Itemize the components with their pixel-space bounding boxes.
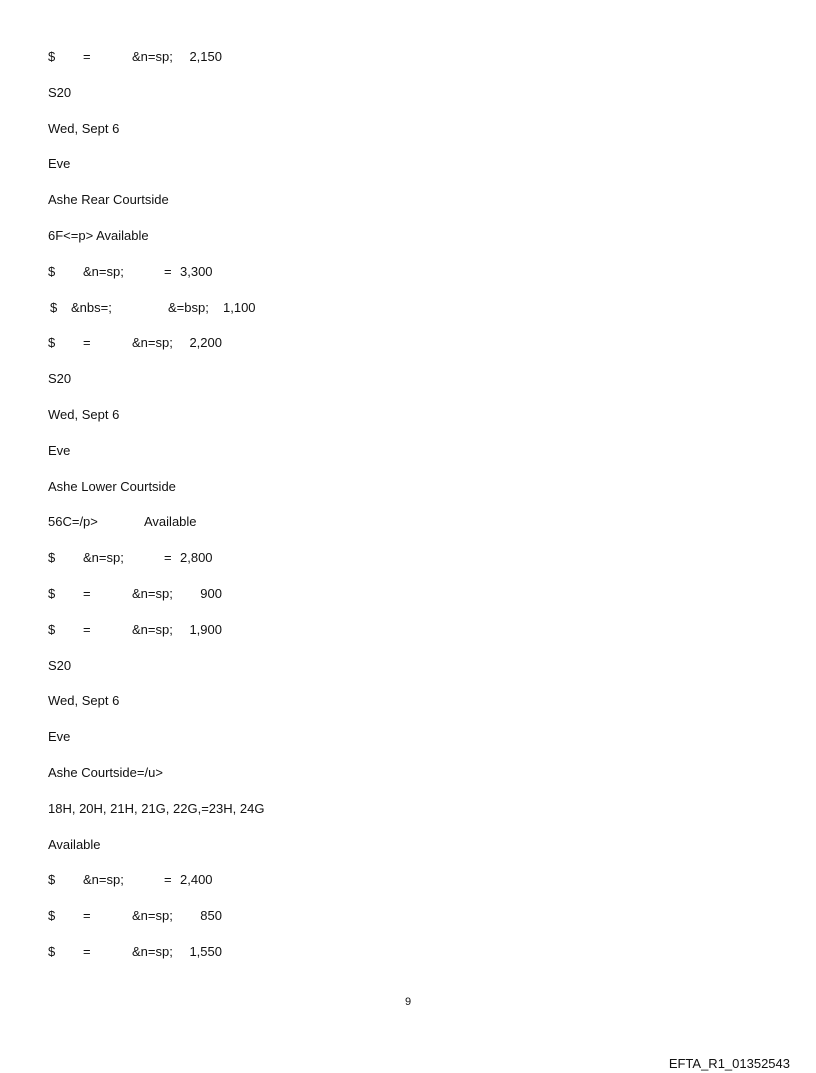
amount-token: = xyxy=(83,908,91,924)
amount-token: &n=sp; xyxy=(132,49,173,64)
amount-value: 2,200 xyxy=(189,335,222,351)
amount-token: = xyxy=(83,49,91,64)
amount-token: $ xyxy=(50,299,58,315)
amount-token: = xyxy=(164,872,172,888)
text-line: 6F<=p> Available xyxy=(48,228,149,243)
seat-line xyxy=(48,514,348,530)
text-line: S20 xyxy=(48,657,72,673)
amount-token: $ xyxy=(48,335,56,351)
amount-token: $ xyxy=(48,263,56,279)
amount-token: $ xyxy=(48,872,56,888)
text-line: Eve xyxy=(48,442,71,458)
text-line: Available xyxy=(48,836,101,852)
amount-line xyxy=(48,908,348,924)
amount-token: &n=sp; xyxy=(132,944,173,959)
text-line: S20 xyxy=(48,371,72,387)
seat-code: 56C=/p> xyxy=(48,514,98,530)
amount-token: &nbs=; xyxy=(71,299,112,315)
amount-token: &n=sp; xyxy=(83,263,124,279)
amount-token: $ xyxy=(48,908,56,924)
availability-label: Available xyxy=(144,514,197,530)
amount-line xyxy=(48,335,348,351)
amount-token: $ xyxy=(48,944,56,959)
amount-value: 850 xyxy=(200,908,222,924)
amount-token: &n=sp; xyxy=(132,908,173,924)
amount-token: = xyxy=(83,586,91,601)
amount-value: 1,550 xyxy=(189,944,222,959)
amount-line xyxy=(48,550,348,566)
text-line: Eve xyxy=(48,156,71,172)
amount-token: &n=sp; xyxy=(132,586,173,601)
amount-line xyxy=(48,586,348,602)
amount-token: &n=sp; xyxy=(132,335,173,351)
amount-value: 1,100 xyxy=(223,299,256,315)
text-line: 18H, 20H, 21H, 21G, 22G,=23H, 24G xyxy=(48,800,265,816)
amount-token: &n=sp; xyxy=(83,872,124,888)
text-line: Eve xyxy=(48,729,71,745)
page-number: 9 xyxy=(404,996,412,1008)
text-line: Wed, Sept 6 xyxy=(48,693,120,709)
amount-token: &=bsp; xyxy=(168,299,209,315)
amount-token: &n=sp; xyxy=(132,621,173,637)
amount-token: = xyxy=(83,335,91,351)
amount-token: = xyxy=(83,944,91,959)
amount-line xyxy=(48,944,348,960)
amount-token: &n=sp; xyxy=(83,550,124,566)
amount-line xyxy=(48,49,348,65)
amount-token: = xyxy=(83,621,91,637)
text-line: Ashe Rear Courtside xyxy=(48,192,169,208)
amount-token: = xyxy=(164,550,172,566)
text-line: Ashe Courtside=/u> xyxy=(48,765,163,780)
amount-line xyxy=(48,300,348,316)
amount-token: $ xyxy=(48,621,56,637)
document-id: EFTA_R1_01352543 xyxy=(668,1056,790,1071)
text-line: S20 xyxy=(48,84,72,100)
amount-value: 3,300 xyxy=(180,263,213,279)
amount-token: $ xyxy=(48,49,56,64)
amount-value: 900 xyxy=(200,586,222,601)
amount-token: $ xyxy=(48,550,56,566)
text-line: Wed, Sept 6 xyxy=(48,407,120,422)
text-line: Ashe Lower Courtside xyxy=(48,478,176,494)
text-line: Wed, Sept 6 xyxy=(48,120,120,136)
amount-line xyxy=(48,264,348,280)
amount-value: 2,400 xyxy=(180,872,213,888)
amount-line xyxy=(48,622,348,638)
amount-value: 2,800 xyxy=(180,550,213,566)
amount-token: $ xyxy=(48,586,56,601)
amount-line xyxy=(48,872,348,888)
amount-value: 1,900 xyxy=(189,621,222,637)
amount-token: = xyxy=(164,263,172,279)
amount-value: 2,150 xyxy=(189,49,222,64)
